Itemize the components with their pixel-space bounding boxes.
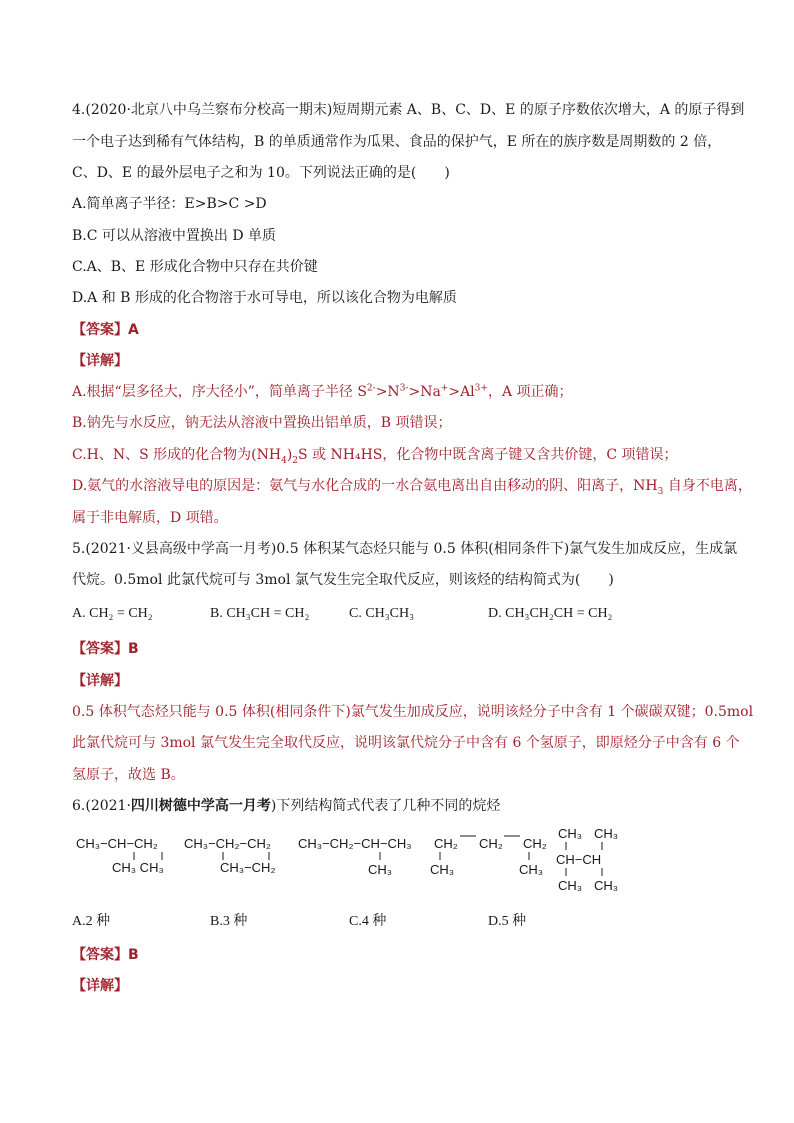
q4-option-b: B.C 可以从溶液中置换出 D 单质 <box>72 228 277 244</box>
q5-detail-line-3: 氢原子，故选 B。 <box>72 767 185 783</box>
q5-detail-line-2: 此氯代烷可与 3mol 氯气发生完全取代反应，说明该氯代烷分子中含有 6 个氢原子，即原烃分子中含有 6 个 <box>72 735 740 751</box>
q4-option-d: D.A 和 B 形成的化合物溶于水可导电，所以该化合物为电解质 <box>72 290 457 306</box>
s5-top-1: CH₃ <box>558 826 583 841</box>
s5-top-2: CH₃ <box>594 826 619 841</box>
q5-detail-line-1: 0.5 体积气态烃只能与 0.5 体积(相同条件下)氯气发生加成反应，说明该烃分子中含有 1 个碳碳双键；0.5mol <box>72 704 754 720</box>
s2-main: CH₃−CH₂−CH₂ <box>184 836 271 851</box>
s4-c-branch: CH₃ <box>519 862 544 877</box>
q6-detail-label: 【详解】 <box>72 978 128 994</box>
s4-a: CH₂ <box>434 836 458 851</box>
structural-formulas <box>72 822 632 902</box>
s4-b: CH₂ <box>479 836 503 851</box>
s1-branch: CH₃ CH₃ <box>112 860 164 875</box>
q5-option-c: C. CH₃CH₃ <box>349 606 414 621</box>
q5-detail-label: 【详解】 <box>72 673 128 689</box>
q4-answer: 【答案】A <box>72 322 139 338</box>
q5-answer: 【答案】B <box>72 641 139 657</box>
s5-bot-2: CH₃ <box>594 878 619 893</box>
q4-stem-line-2: 一个电子达到稀有气体结构，B 的单质通常作为瓜果、食品的保护气，E 所在的族序数是周期数的 2 倍， <box>72 134 722 150</box>
q4-stem-line-1: 4.(2020·北京八中乌兰察布分校高一期末)短周期元素 A、B、C、D、E 的原子序数依次增大，A 的原子得到 <box>72 102 745 118</box>
q4-detail-b: B.钠先与水反应，钠无法从溶液中置换出铝单质，B 项错误； <box>72 415 452 431</box>
q6-option-a: A.2 种 <box>72 914 111 929</box>
q4-detail-label: 【详解】 <box>72 353 128 369</box>
s5-mid: CH−CH <box>556 852 602 867</box>
q6-stem: 6.(2021·四川树德中学高一月考)下列结构简式代表了几种不同的烷烃 <box>72 798 501 814</box>
q6-option-b: B.3 种 <box>210 914 248 929</box>
q6-answer: 【答案】B <box>72 947 139 963</box>
q4-detail-c: C.H、N、S 形成的化合物为$(NH_4)_2S$ 或 NH₄HS，化合物中既含离子键又含共价键，C 项错误； <box>72 447 678 466</box>
s4-c: CH₂ <box>523 836 547 851</box>
q6-option-d: D.5 种 <box>488 914 527 929</box>
q6-option-c: C.4 种 <box>349 914 387 929</box>
s1-main: CH₃−CH−CH₂ <box>76 836 158 851</box>
q4-detail-d-line-1: D.氨气的水溶液导电的原因是：氨气与水化合成的一水合氨电离出自由移动的阴、阳离子，$NH_3$ 自身不电离， <box>72 478 752 497</box>
s5-bot-1: CH₃ <box>558 878 583 893</box>
q5-stem-line-1: 5.(2021·义县高级中学高一月考)0.5 体积某气态烃只能与 0.5 体积(相同条件下)氯气发生加成反应，生成氯 <box>72 541 738 557</box>
q5-option-a: A. CH₂ = CH₂ <box>72 606 153 621</box>
q4-detail-a: A.根据“层多径大，序大径小”，简单离子半径 $S^{2-}>N^{3-}>Na^+>Al^{3+}$，A 项正确； <box>72 383 573 400</box>
q5-option-b: B. CH₃CH = CH₂ <box>210 606 310 621</box>
q4-stem-line-3: C、D、E 的最外层电子之和为 10。下列说法正确的是( ) <box>72 165 450 181</box>
q4-option-c: C.A、B、E 形成化合物中只存在共价键 <box>72 259 318 275</box>
q4-option-a: A.简单离子半径：E>B>C >D <box>72 196 267 212</box>
s2-branch: CH₃−CH₂ <box>220 860 276 875</box>
s3-branch: CH₃ <box>368 862 393 877</box>
s4-a-branch: CH₃ <box>430 862 455 877</box>
q5-option-d: D. CH₃CH₂CH = CH₂ <box>488 606 613 621</box>
q4-detail-d-line-2: 属于非电解质，D 项错。 <box>72 510 228 526</box>
s3-main: CH₃−CH₂−CH−CH₃ <box>298 836 412 851</box>
q5-stem-line-2: 代烷。0.5mol 此氯代烷可与 3mol 氯气发生完全取代反应，则该烃的结构简式为( ) <box>72 572 614 588</box>
